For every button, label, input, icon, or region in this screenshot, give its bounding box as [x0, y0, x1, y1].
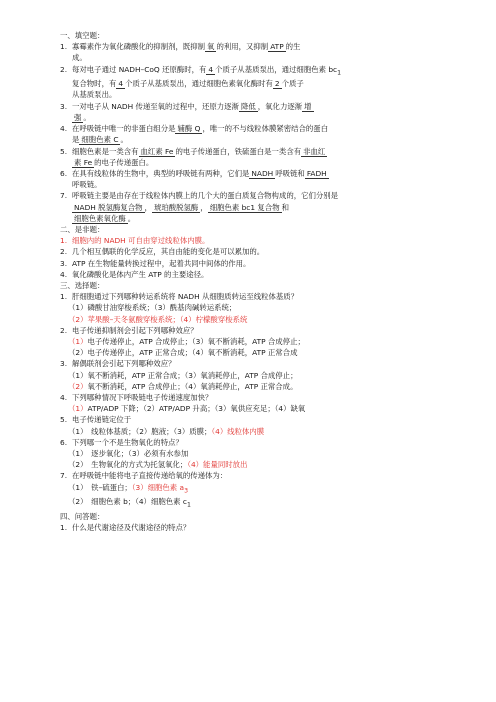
question-text: ATP 在生物能量转换过程中，起着共同中间体的作用。: [72, 258, 251, 268]
question-text: 下列哪一个不是生物氧化的特点？: [72, 437, 183, 447]
answer-blank: 降低: [240, 101, 256, 111]
question-text: 的电子传递蛋白。: [94, 157, 154, 167]
subscript: 3: [184, 487, 188, 495]
option-line: [60, 426, 440, 437]
option-marker: （1）: [68, 336, 88, 346]
question-number: 4.: [60, 269, 68, 279]
question-number: 4.: [60, 392, 68, 402]
question-text: 的利用，又抑制: [216, 42, 269, 52]
question-text: 。: [120, 135, 128, 145]
option-line: [60, 482, 440, 497]
question-1: [60, 41, 440, 63]
question-text: 。: [127, 213, 136, 223]
option-line: [60, 336, 440, 347]
question-number: 1.: [60, 236, 68, 246]
choice-question-2: [60, 325, 440, 336]
true-false-item: [60, 269, 440, 280]
question-text: 个质子从基质泵出，通过细胞色素 bc: [215, 64, 338, 74]
question-text: 从基质泵出。: [72, 90, 117, 100]
option-line: （1） 逐步氧化；（3）必须有水参加: [68, 448, 189, 458]
question-number: 1.: [60, 42, 68, 52]
question-number: 1.: [60, 292, 68, 302]
question-7: [60, 190, 440, 224]
question-number: 2.: [60, 64, 68, 74]
option-text: 氧不断消耗，ATP 合成停止；（4）氧消耗停止，ATP 正常合成。: [87, 381, 298, 391]
choice-question-1: [60, 291, 440, 302]
question-text: 几个相互偶联的化学反应，其自由能的变化是可以累加的。: [72, 247, 265, 257]
question-2: [60, 64, 440, 101]
question-text: ，氧化力逐渐: [257, 101, 303, 111]
question-number: 7.: [60, 191, 68, 201]
question-text: 个质子从基质泵出，通过细胞色素氧化酶时有: [125, 79, 273, 89]
option-text: （2） 生物氧化的方式为托氢氧化；: [68, 460, 188, 470]
choice-question-5: [60, 414, 440, 425]
question-text: 电子传递抑制剂会引起下列哪种效应？: [72, 325, 198, 335]
option-marker: （1）: [68, 404, 88, 414]
answer-blank: 增: [304, 101, 312, 111]
option-text: （4）线粒体内膜: [211, 426, 265, 436]
answer-blank: 4: [118, 79, 124, 89]
question-text: 一对电子从 NADH 传递至氧的过程中，还原力逐渐: [72, 101, 239, 111]
answer-blank: 细胞色素氧化酶: [74, 213, 126, 223]
choice-question-6: [60, 437, 440, 448]
question-text: 的生: [285, 42, 301, 52]
answer-blank: 细胞色素 C: [81, 135, 119, 145]
option-text: ATP/ADP 下降；（2）ATP/ADP 升高；（3）氧供应充足；（4）缺氧: [87, 404, 306, 414]
option-text: （2） 细胞色素 b；（4）细胞色素 c: [68, 497, 187, 507]
question-text: 什么是代谢途径及代谢途径的特点？: [72, 523, 191, 533]
question-text: 的电子传递蛋白，铁硫蛋白是一类含有: [175, 146, 302, 156]
subscript: 1: [337, 69, 342, 77]
question-number: 4.: [60, 124, 68, 134]
answer-blank: 氧: [207, 42, 215, 52]
question-number: 5.: [60, 415, 68, 425]
question-text: 呼吸链主要是由存在于线粒体内膜上的几个大的蛋白质复合物构成的，它们分别是: [72, 191, 339, 201]
question-text: 在呼吸链中唯一的非蛋白组分是: [72, 124, 176, 134]
question-text: 和: [281, 202, 289, 212]
choice-question-7: [60, 470, 440, 481]
question-number: 1.: [60, 523, 68, 533]
question-text: 下列哪种情况下呼吸链电子传递速度加快？: [72, 392, 213, 402]
question-5: [60, 146, 440, 168]
section-title: 三、选择题：: [60, 280, 105, 290]
answer-blank: FADH: [306, 168, 327, 178]
question-text: 每对电子通过 NADH–CoQ 还原酶时，有: [72, 64, 207, 74]
option-line: [60, 403, 440, 414]
question-text: 肝细胞通过下列哪种转运系统将 NADH 从细胞质转运至线粒体基质？: [72, 292, 299, 302]
answer-blank: 血红素 Fe: [140, 146, 174, 156]
answer-blank: 素 Fe: [74, 157, 93, 167]
option-line: [60, 381, 440, 392]
section-title: 四、问答题：: [60, 511, 105, 521]
question-text: 是: [72, 135, 80, 145]
question-text: 。: [83, 112, 91, 122]
question-text: 氧化磷酸化是体内产生 ATP 的主要途径。: [72, 269, 209, 279]
question-text: 细胞色素是一类含有: [72, 146, 139, 156]
option-text: （1） 铁–硫蛋白；: [68, 482, 132, 492]
question-number: 2.: [60, 325, 68, 335]
answer-blank: NADH 脱氢酶复合物: [74, 202, 143, 212]
answer-blank: 琥珀酸脱氢酶: [153, 202, 199, 212]
question-number: 6.: [60, 168, 68, 178]
question-number: 5.: [60, 146, 68, 156]
choice-question-3: [60, 358, 440, 369]
option-text: 电子传递停止，ATP 合成停止；（3）氧不断消耗，ATP 合成停止；: [87, 336, 305, 346]
separator: ，: [144, 202, 152, 212]
question-text: 呼吸链和: [275, 168, 305, 178]
option-text: （1） 线粒体基质；（2）胞液；（3）质膜；: [68, 426, 212, 436]
option-line: （1）磷酸甘油穿梭系统；（3）酰基肉碱转运系统；: [68, 303, 237, 313]
question-text: 在具有线粒体的生物中，典型的呼吸链有两种，它们是: [72, 168, 250, 178]
section-title: 二、是非题：: [60, 224, 105, 234]
option-line: [60, 314, 440, 325]
question-text: 复合物时，有: [72, 79, 117, 89]
option-line: （2）电子传递停止，ATP 正常合成；（4）氧不断消耗，ATP 正常合成: [68, 348, 298, 358]
question-text: 细胞内的 NADH 可自由穿过线粒体内膜。: [72, 236, 210, 246]
question-number: 7.: [60, 471, 68, 481]
separator: ，: [200, 202, 208, 212]
answer-blank: NADH: [251, 168, 274, 178]
essay-question-1: [60, 522, 440, 533]
answer-blank: ATP: [270, 42, 284, 52]
question-text: 解偶联剂会引起下列哪种效应？: [72, 359, 176, 369]
option-line: [60, 459, 440, 470]
true-false-item: [60, 246, 440, 257]
question-text: 呼吸链。: [72, 180, 102, 190]
option-text: （4）能量同时放出: [187, 460, 248, 470]
answer-blank: 2: [274, 79, 280, 89]
subscript: 1: [186, 501, 191, 509]
option-line: [60, 496, 440, 511]
question-text: 成。: [72, 53, 87, 63]
answer-blank: 细胞色素 bc1 复合物: [209, 202, 280, 212]
question-number: 3.: [60, 258, 68, 268]
true-false-item: [60, 235, 440, 246]
question-3: [60, 101, 440, 123]
section-title: 一、填空题：: [60, 31, 105, 40]
answer-blank: 强: [74, 112, 82, 122]
question-text: ，唯一的不与线粒体膜紧密结合的蛋白: [202, 124, 329, 134]
option-line: （1）氧不断消耗，ATP 正常合成；（3）氧消耗停止，ATP 合成停止；: [68, 370, 298, 380]
question-number: 2.: [60, 247, 68, 257]
answer-blank: 辅酶 Q: [177, 124, 201, 134]
option-text: 苹果酸–天冬氨酸穿梭系统；（4）柠檬酸穿梭系统: [87, 314, 248, 324]
question-number: 3.: [60, 359, 68, 369]
question-text: 电子传递链定位于: [72, 415, 132, 425]
answer-blank: 非血红: [303, 146, 326, 156]
question-text: 个质子: [281, 79, 304, 89]
option-text: （3）细胞色素 a: [131, 482, 185, 492]
question-number: 3.: [60, 101, 68, 111]
question-4: [60, 123, 440, 145]
question-number: 6.: [60, 437, 68, 447]
option-marker: （2）: [68, 381, 88, 391]
question-text: 寡霉素作为氧化磷酸化的抑制剂，既抑制: [72, 42, 206, 52]
answer-blank: 4: [208, 64, 214, 74]
question-6: [60, 168, 440, 190]
true-false-item: [60, 258, 440, 269]
option-marker: （2）: [68, 314, 88, 324]
question-text: 在呼吸链中能将电子直接传递给氧的传递体为：: [72, 471, 228, 481]
choice-question-4: [60, 392, 440, 403]
